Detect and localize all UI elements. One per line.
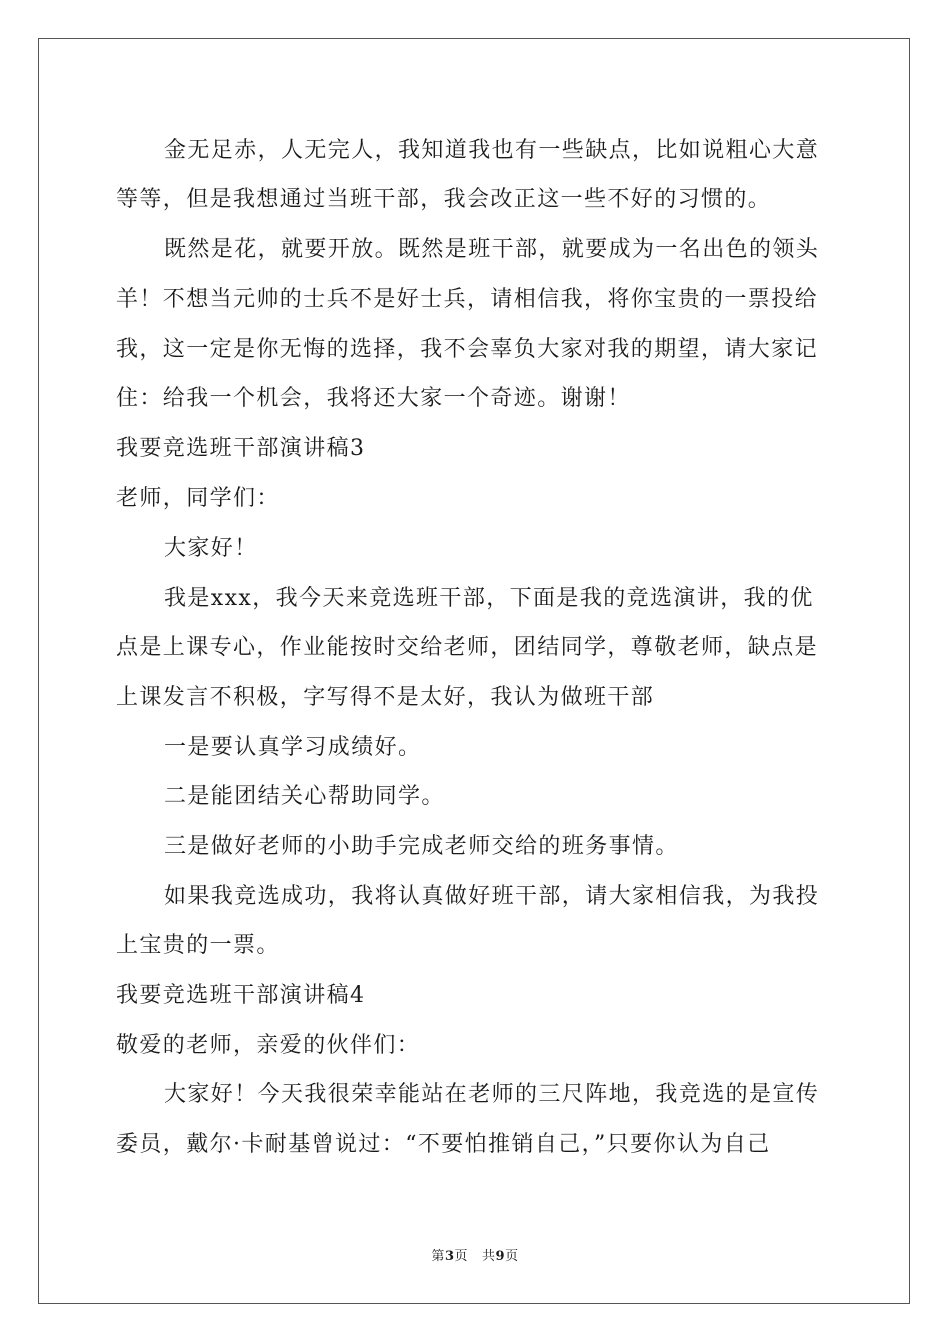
total-unit: 页 [505,1249,519,1264]
paragraph-line: 如果我竞选成功，我将认真做好班干部，请大家相信我，为我投 [164,884,820,909]
section-heading: 我要竞选班干部演讲稿4 [116,983,366,1008]
page-footer [0,1248,950,1266]
paragraph-line: 上课发言不积极，字写得不是太好，我认为做班干部 [116,685,655,710]
section-heading: 我要竞选班干部演讲稿3 [116,436,366,461]
list-item: 一是要认真学习成绩好。 [164,735,422,760]
paragraph-line: 上宝贵的一票。 [116,933,280,958]
paragraph-line: 等等，但是我想通过当班干部，我会改正这一些不好的习惯的。 [116,187,772,212]
paragraph-line: 羊！不想当元帅的士兵不是好士兵，请相信我，将你宝贵的一票投给 [116,287,819,312]
page-unit: 页 [454,1249,468,1264]
salutation: 敬爱的老师，亲爱的伙伴们： [116,1033,421,1058]
page-total: 9 [495,1249,506,1264]
paragraph-line: 点是上课专心，作业能按时交给老师，团结同学，尊敬老师，缺点是 [116,635,819,660]
paragraph-line: 金无足赤，人无完人，我知道我也有一些缺点，比如说粗心大意 [164,138,820,163]
page-prefix: 第 [431,1249,445,1264]
page-border [38,38,910,1304]
page-current: 3 [444,1249,455,1264]
paragraph-line: 既然是花，就要开放。既然是班干部，就要成为一名出色的领头 [164,237,820,262]
paragraph-line: 大家好！今天我很荣幸能站在老师的三尺阵地，我竞选的是宣传 [164,1082,820,1107]
list-item: 三是做好老师的小助手完成老师交给的班务事情。 [164,834,679,859]
greeting: 大家好！ [164,536,258,561]
salutation: 老师，同学们： [116,486,280,511]
total-prefix: 共 [482,1249,496,1264]
paragraph-line: 我是xxx，我今天来竞选班干部，下面是我的竞选演讲，我的优 [164,586,814,611]
paragraph-line: 住：给我一个机会，我将还大家一个奇迹。谢谢！ [116,386,631,411]
paragraph-line: 委员，戴尔·卡耐基曾说过：“不要怕推销自己，”只要你认为自己 [116,1132,771,1157]
list-item: 二是能团结关心帮助同学。 [164,784,445,809]
paragraph-line: 我，这一定是你无悔的选择，我不会辜负大家对我的期望，请大家记 [116,337,819,362]
